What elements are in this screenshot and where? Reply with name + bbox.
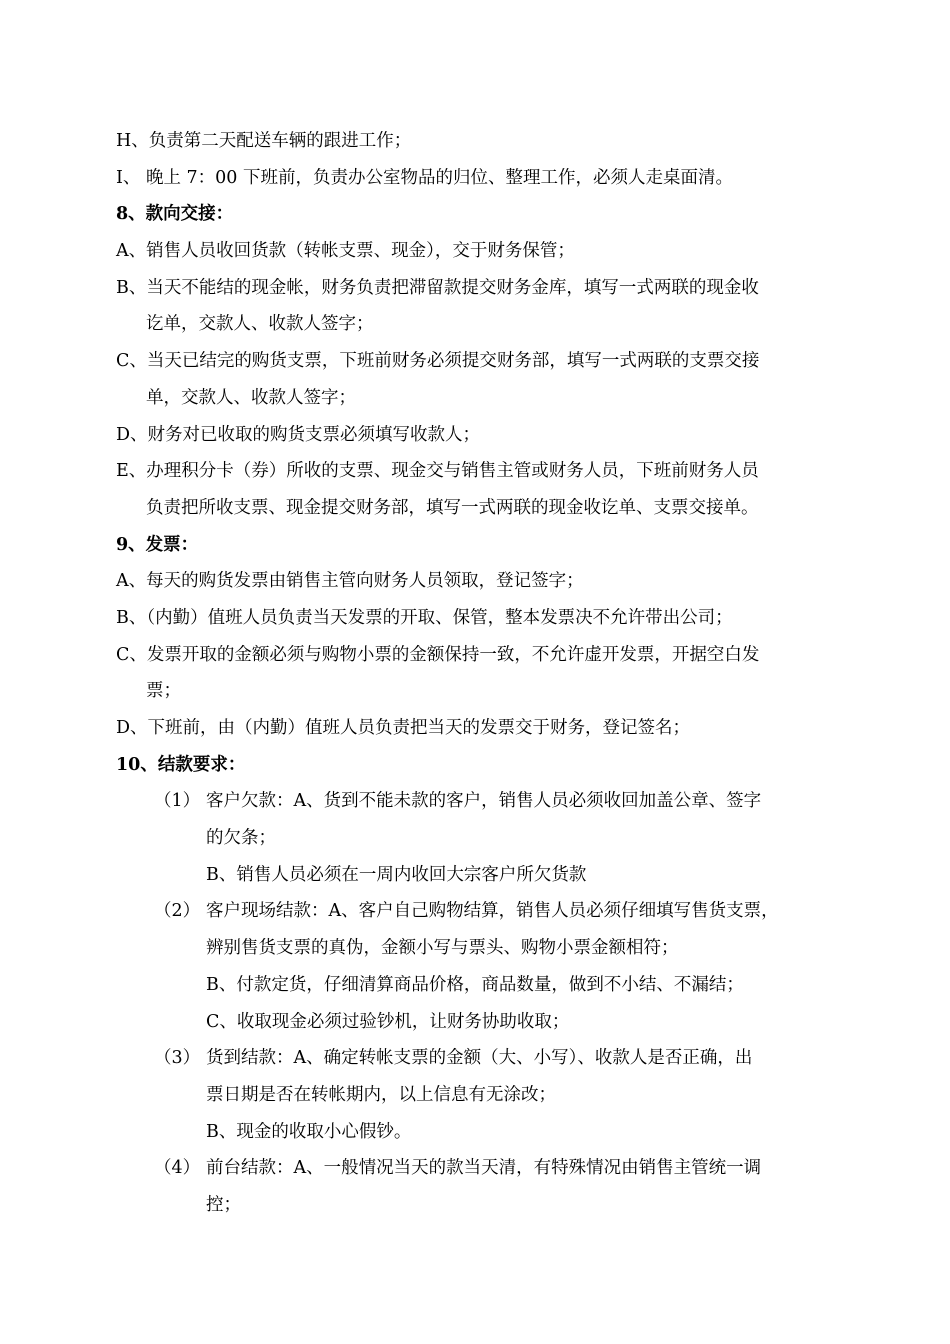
item-8b: B、当天不能结的现金帐，财务负责把滞留款提交财务金库，填写一式两联的现金收: [116, 277, 759, 298]
item-8a: A、销售人员收回货款（转帐支票、现金），交于财务保管；: [116, 241, 575, 262]
document-body: [116, 123, 838, 1224]
item-9c-cont: 票；: [146, 681, 181, 702]
subitem-3-number: （3）: [154, 1048, 201, 1069]
subitem-2-cont: 辨别售货支票的真伪，金额小写与票头、购物小票金额相符；: [206, 938, 679, 959]
subitem-1-number: （1）: [154, 791, 201, 812]
subitem-2-text: 客户现场结款：A、客户自己购物结算，销售人员必须仔细填写售货支票，: [206, 901, 779, 922]
subitem-3-text: 货到结款：A、确定转帐支票的金额（大、小写）、收款人是否正确，出: [206, 1048, 753, 1069]
item-8e-cont: 负责把所收支票、现金提交财务部，填写一式两联的现金收讫单、支票交接单。: [146, 497, 759, 518]
item-8c: C、当天已结完的购货支票，下班前财务必须提交财务部，填写一式两联的支票交接: [116, 351, 760, 372]
subitem-4-text: 前台结款：A、一般情况当天的款当天清，有特殊情况由销售主管统一调: [206, 1158, 762, 1179]
subitem-4-cont: 控；: [206, 1194, 241, 1215]
item-h: H、负责第二天配送车辆的跟进工作；: [116, 131, 412, 151]
subitem-2-c: C、收取现金必须过验钞机，让财务协助收取；: [206, 1011, 570, 1032]
subitem-4-number: （4）: [154, 1158, 201, 1179]
subitem-3-b: B、现金的收取小心假钞。: [206, 1121, 412, 1142]
section-heading-8: 8、款向交接：: [116, 204, 234, 225]
item-8b-cont: 讫单，交款人、收款人签字；: [146, 314, 374, 335]
subitem-1-text: 客户欠款：A、货到不能未款的客户，销售人员必须收回加盖公章、签字: [206, 791, 762, 812]
item-9c: C、发票开取的金额必须与购物小票的金额保持一致，不允许虚开发票，开据空白发: [116, 644, 760, 665]
item-8e: E、办理积分卡（券）所收的支票、现金交与销售主管或财务人员，下班前财务人员: [116, 461, 759, 482]
subitem-2: [116, 893, 838, 930]
item-9b: B、（内勤）值班人员负责当天发票的开取、保管，整本发票决不允许带出公司；: [116, 607, 733, 628]
subitem-1-cont: 的欠条；: [206, 828, 276, 849]
subitem-3-cont: 票日期是否在转帐期内，以上信息有无涂改；: [206, 1084, 556, 1105]
item-9d: D、下班前，由（内勤）值班人员负责把当天的发票交于财务，登记签名；: [116, 718, 691, 738]
section-heading-9: 9、发票：: [116, 534, 199, 555]
item-8d: D、财务对已收取的购货支票必须填写收款人；: [116, 424, 481, 445]
item-8c-cont: 单，交款人、收款人签字；: [146, 387, 356, 408]
subitem-1: [116, 783, 838, 820]
item-9a: A、每天的购货发票由销售主管向财务人员领取，登记签字；: [116, 571, 584, 592]
subitem-2-number: （2）: [154, 901, 201, 922]
subitem-4: [116, 1150, 838, 1187]
item-i: I、 晚上 7：00 下班前，负责办公室物品的归位、整理工作，必须人走桌面清。: [116, 167, 734, 188]
subitem-2-b: B、付款定货，仔细清算商品价格，商品数量，做到不小结、不漏结；: [206, 974, 744, 995]
subitem-1-b: B、销售人员必须在一周内收回大宗客户所欠货款: [206, 864, 587, 885]
subitem-3: [116, 1040, 838, 1077]
section-heading-10: 10、结款要求：: [116, 754, 246, 775]
